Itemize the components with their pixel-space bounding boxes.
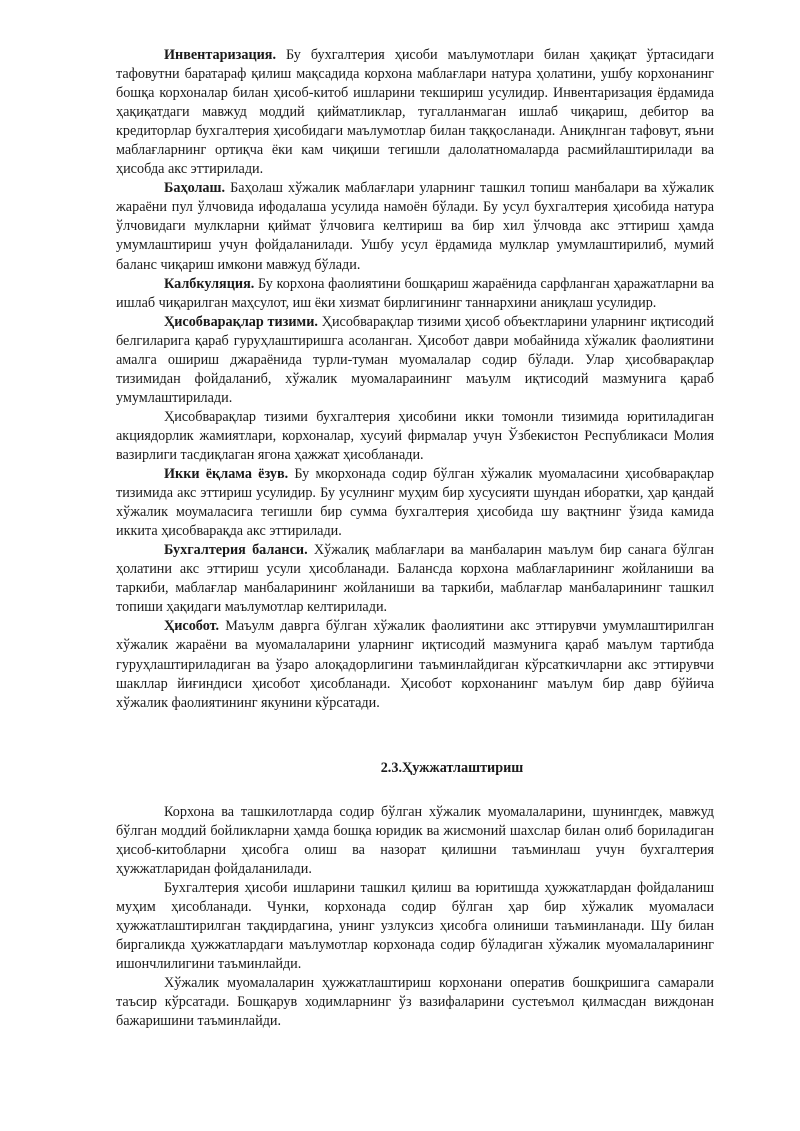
term-inventory: Инвентаризация.: [164, 47, 277, 63]
section-heading: 2.3.Ҳужжатлаштириш: [380, 759, 524, 776]
paragraph-documentation-intro: [116, 803, 714, 879]
paragraph-documentation-importance: [116, 879, 714, 974]
paragraph-inventory: [116, 46, 714, 179]
paragraph-text: Ҳисобварақлар тизими ҳисоб объектларини уларнинг иқтисодий белгиларига қараб гуруҳлаштиришга асоланган. Ҳисобот даври мобайнида хўжалик фаолиятини амалга ошириш джараёнида турли-туман муомалалар содир бўлади. Улар ҳисобварақлар тизимидан фойдаланиб, хўжалик муомалараининг маъулм иқтисодий мазмунига қараб умумлаштирилади.: [116, 313, 714, 406]
paragraph-text: Баҳолаш хўжалик маблағлари уларнинг ташкил топиш манбалари ва хўжалик жараёни пул ўлчовида ифодалаша усулида намоён бўлади. Бу усул бухгалтерия ҳисобида натура ўлчовидаги мулкларни қиймат ўлчовига келтириш ва бир хил ўлчовда акс эттириш ҳамда умумлаштириш учун фойдаланилади. Ушбу усул ёрдамида мулклар умумлаштирилиб, мумий баланс чиқариш имкони мавжуд бўлади.: [116, 180, 714, 273]
spacer: [116, 713, 714, 759]
paragraph-text: Хўжалик муомалаларин ҳужжатлаштириш корхонани оператив бошқришига самарали таъсир кўрсатади. Бошқарув ходимларнинг ўз вазифаларини сустеъмол қилмасдан виждонан бажаришини таъминлайди.: [116, 975, 714, 1030]
document-body: [116, 46, 714, 1031]
paragraph-report: [116, 617, 714, 712]
paragraph-text: Бу мкорхонада содир бўлган хўжалик муомаласини ҳисобварақлар тизимида акс эттириш усулидир. Бу усулнинг муҳим бир хусусияти шундан иборатки, ҳар қандай хўжалик моумаласига тегишли бир сумма бухгалтерия ҳисобида шу вақтнинг ўзида камида иккита ҳисобварақда акс эттирилади.: [116, 466, 715, 540]
spacer: [116, 778, 714, 803]
paragraph-accounts-system-note: [116, 408, 714, 465]
paragraph-text: Бу бухгалтерия ҳисоби маълумотлари билан ҳақиқат ўртасидаги тафовутни баратараф қилиш мақсадида корхона маблағлари натура ҳолатини, ушбу корхонанинг бошқа корхоналар билан ҳисоб-китоб ишларини текшириш усулидир. Инвентаризация ёрдамида ҳақиқатдаги мавжуд моддий қийматликлар, тугалланмаган ишлаб чиқариш, дебитор ва кредиторлар бухгалтерия ҳисобидаги маълумотлар билан таққосланади. Аниқлнган тафовут, яъни маблағларнинг ортиқча ёки кам чиқиши тегишли далолатномаларда расмийлаштирилади ва ҳисобда акс эттирилади.: [116, 47, 714, 178]
term-double-entry: Икки ёқлама ёзув.: [164, 466, 289, 483]
paragraph-double-entry: [116, 465, 714, 541]
paragraph-text: Бу корхона фаолиятини бошқариш жараёнида сарфланган ҳаражатларни ва ишлаб чиқарилган маҳсулот, иш ёки хизмат бирлигининг таннархини аниқлаш усулидир.: [116, 275, 714, 311]
paragraph-text: Корхона ва ташкилотларда содир бўлган хўжалик муомалаларини, шунингдек, мавжуд бўлган моддий бойликларни ҳамда бошқа юридик ва жисмоний шахслар билан олиб бориладиган ҳисоб-китобларни ҳисобга олиш ва назорат қилишни таъминлаш учун бухгалтерия ҳужжатларидан фойдаланилади.: [116, 803, 714, 877]
term-report: Ҳисобот.: [164, 618, 220, 635]
paragraph-calculation: [116, 275, 714, 313]
term-calculation: Калбкуляция.: [164, 275, 255, 292]
paragraph-text: Ҳисобварақлар тизими бухгалтерия ҳисобини икки томонли тизимида юритиладиган акциядорлик жамиятлари, корхоналар, хусуий фирмалар учун Ўзбекистон Республикаси Молия вазирлиги тасдиқлаган ягона ҳажжат ҳисобланади.: [116, 408, 714, 463]
paragraph-text: Хўжалиқ маблағлари ва манбаларин маълум бир санага бўлган ҳолатини акс эттириш усули ҳисобланади. Балансда корхона маблағларининг жойланиши ва таркиби, маблағлар манбаларининг жойланиши ва таркиби, маблағлар манбаларининг ташкил топиши ҳақидаги маълумотлар келтирилади.: [116, 542, 714, 616]
paragraph-balance-sheet: [116, 541, 714, 617]
paragraph-text: Маъулм даврга бўлган хўжалик фаолиятини акс эттирувчи умумлаштирилган хўжалик жараёни ва муомалаларини уларнинг иқтисодий мазмунига қараб маълум тартибда гуруҳлаштириладиган ва ўзаро алоқадорлигини таъминлайдиган кўрсаткичларни акс эттирувчи шакллар йиғиндиси ҳисобот ҳисобланади. Ҳисобот корхонанинг маълум бир давр бўйича хўжалик фаолиятининг якунини кўрсатади.: [116, 618, 714, 711]
paragraph-valuation: [116, 179, 714, 274]
paragraph-accounts-system: [116, 313, 714, 408]
paragraph-documentation-effect: [116, 974, 714, 1031]
term-balance-sheet: Бухгалтерия баланси.: [164, 542, 308, 559]
paragraph-text: Бухгалтерия ҳисоби ишларини ташкил қилиш ва юритишда ҳужжатлардан фойдаланиш муҳим ҳисобланади. Чунки, корхонада содир бўлган ҳар бир хўжалик муомаласи ҳужжатлаштирилган тақдирдагина, унинг узлуксиз ҳисобга олиниши таъминланади. Шу билан биргаликда ҳужжатлардаги маълумотлар корхонада содир бўладиган хўжалик муомалаларининг ишончлилигини таъминлайди.: [116, 879, 714, 973]
term-valuation: Баҳолаш.: [164, 180, 226, 197]
term-accounts-system: Ҳисобварақлар тизими.: [164, 313, 318, 330]
